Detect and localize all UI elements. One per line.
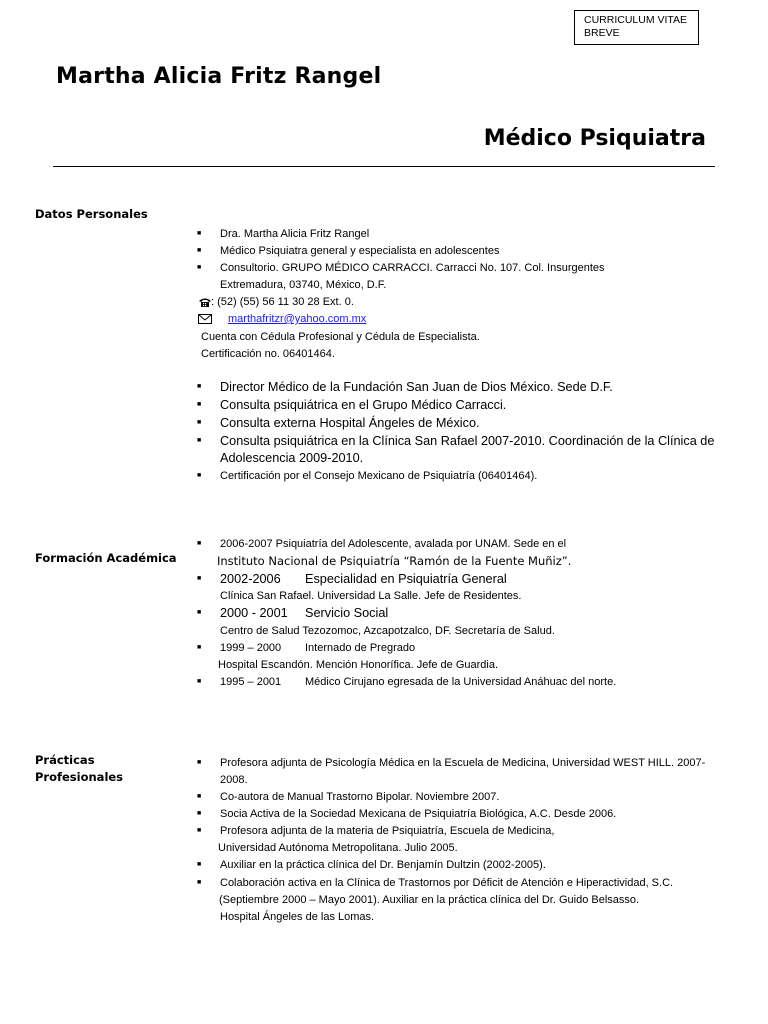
practice-item-6-continued: (Septiembre 2000 – Mayo 2001). Auxiliar en la práctica clínica del Dr. Guido Belsasso.: [219, 894, 640, 906]
education-year: 1999 – 2000: [220, 642, 282, 654]
personal-cedula: Cuenta con Cédula Profesional y Cédula de Especialista.: [201, 331, 480, 343]
profession-title: Médico Psiquiatra: [483, 126, 706, 151]
practice-item-4-continued: Universidad Autónoma Metropolitana. Julio 2005.: [218, 842, 458, 854]
cv-label-line-1: CURRICULUM VITAE: [584, 14, 688, 26]
bullet: ■: [197, 644, 202, 651]
bullet: ■: [197, 540, 202, 547]
practice-item-2: Co-autora de Manual Trastorno Bipolar. Noviembre 2007.: [220, 791, 500, 803]
personal-certification: Certificación no. 06401464.: [201, 348, 335, 360]
bullet: ■: [197, 383, 202, 390]
position-item: Director Médico de la Fundación San Juan de Dios México. Sede D.F.: [220, 380, 613, 394]
bullet: ■: [197, 678, 202, 685]
bullet: ■: [197, 575, 202, 582]
education-item-4-detail: Hospital Escandón. Mención Honorífica. Jefe de Guardia.: [218, 659, 499, 671]
bullet: ■: [197, 793, 202, 800]
position-item: Consulta psiquiátrica en la Clínica San Rafael 2007-2010. Coordinación de la Clínica de: [220, 434, 715, 448]
bullet: ■: [197, 759, 202, 766]
bullet: ■: [197, 810, 202, 817]
envelope-icon: [198, 314, 212, 325]
practice-item-4: Profesora adjunta de la materia de Psiquiatría, Escuela de Medicina,: [220, 825, 555, 837]
person-name: Martha Alicia Fritz Rangel: [56, 64, 382, 89]
practice-item-3: Socia Activa de la Sociedad Mexicana de Psiquiatría Biológica, A.C. Desde 2006.: [220, 808, 617, 820]
bullet: ■: [197, 401, 202, 408]
practice-item-6-continued: Hospital Ángeles de las Lomas.: [220, 911, 375, 923]
personal-phone: : (52) (55) 56 11 30 28 Ext. 0.: [211, 296, 354, 308]
education-item-1-institute: Instituto Nacional de Psiquiatría “Ramón de la Fuente Muñiz”.: [217, 554, 572, 568]
education-year: 1995 – 2001: [220, 676, 282, 688]
practice-item-5: Auxiliar en la práctica clínica del Dr. Benjamín Dultzin (2002-2005).: [220, 859, 546, 871]
cv-label-box: [574, 10, 699, 45]
section-heading-practice-line-2: Profesionales: [35, 770, 124, 784]
bullet: ■: [197, 472, 202, 479]
education-item-1: 2006-2007 Psiquiatría del Adolescente, avalada por UNAM. Sede en el: [220, 538, 567, 550]
education-item-2-detail: Clínica San Rafael. Universidad La Salle. Jefe de Residentes.: [220, 590, 522, 602]
position-item: Certificación por el Consejo Mexicano de Psiquiatría (06401464).: [220, 470, 538, 482]
bullet: ■: [197, 861, 202, 868]
position-item: Consulta psiquiátrica en el Grupo Médico Carracci.: [220, 398, 507, 412]
bullet: ■: [197, 437, 202, 444]
position-item-continued: Adolescencia 2009-2010.: [220, 451, 364, 465]
header-divider: [53, 166, 715, 167]
personal-office-line-2: Extremadura, 03740, México, D.F.: [220, 279, 387, 291]
practice-item-1: Profesora adjunta de Psicología Médica en la Escuela de Medicina, Universidad WEST HILL. 2007-: [220, 757, 706, 769]
personal-specialty: Médico Psiquiatra general y especialista en adolescentes: [220, 245, 500, 257]
education-title: Médico Cirujano egresada de la Universidad Anáhuac del norte.: [305, 676, 617, 688]
education-title: Especialidad en Psiquiatría General: [305, 572, 507, 586]
education-year: 2002-2006: [220, 572, 281, 586]
education-year: 2000 - 2001: [220, 606, 288, 620]
practice-item-6: Colaboración activa en la Clínica de Trastornos por Déficit de Atención e Hiperactividad, S.C.: [220, 877, 674, 889]
practice-item-1-continued: 2008.: [220, 774, 248, 786]
education-title: Servicio Social: [305, 606, 389, 620]
bullet: ■: [197, 230, 202, 237]
education-item-3: [220, 606, 388, 620]
education-title: Internado de Pregrado: [305, 642, 416, 654]
bullet: ■: [197, 247, 202, 254]
section-heading-personal: Datos Personales: [35, 207, 148, 221]
position-item: Consulta externa Hospital Ángeles de México.: [220, 416, 480, 430]
personal-office-line-1: Consultorio. GRUPO MÉDICO CARRACCI. Carracci No. 107. Col. Insurgentes: [220, 262, 605, 274]
bullet: ■: [197, 419, 202, 426]
bullet: ■: [197, 827, 202, 834]
bullet: ■: [197, 264, 202, 271]
email-link[interactable]: marthafritzr@yahoo.com.mx: [228, 313, 367, 325]
education-item-3-detail: Centro de Salud Tezozomoc, Azcapotzalco, DF. Secretaría de Salud.: [220, 625, 555, 637]
education-item-2: [220, 572, 507, 586]
education-item-5: [220, 675, 616, 689]
cv-label-line-2: BREVE: [584, 27, 620, 39]
bullet: ■: [197, 609, 202, 616]
section-heading-practice: [35, 752, 123, 786]
section-heading-education: Formación Académica: [35, 551, 177, 565]
section-heading-practice-line-1: Prácticas: [35, 753, 95, 767]
bullet: ■: [197, 879, 202, 886]
personal-name: Dra. Martha Alicia Fritz Rangel: [220, 228, 370, 240]
telephone-icon: [198, 297, 212, 308]
education-item-4: [220, 641, 415, 655]
